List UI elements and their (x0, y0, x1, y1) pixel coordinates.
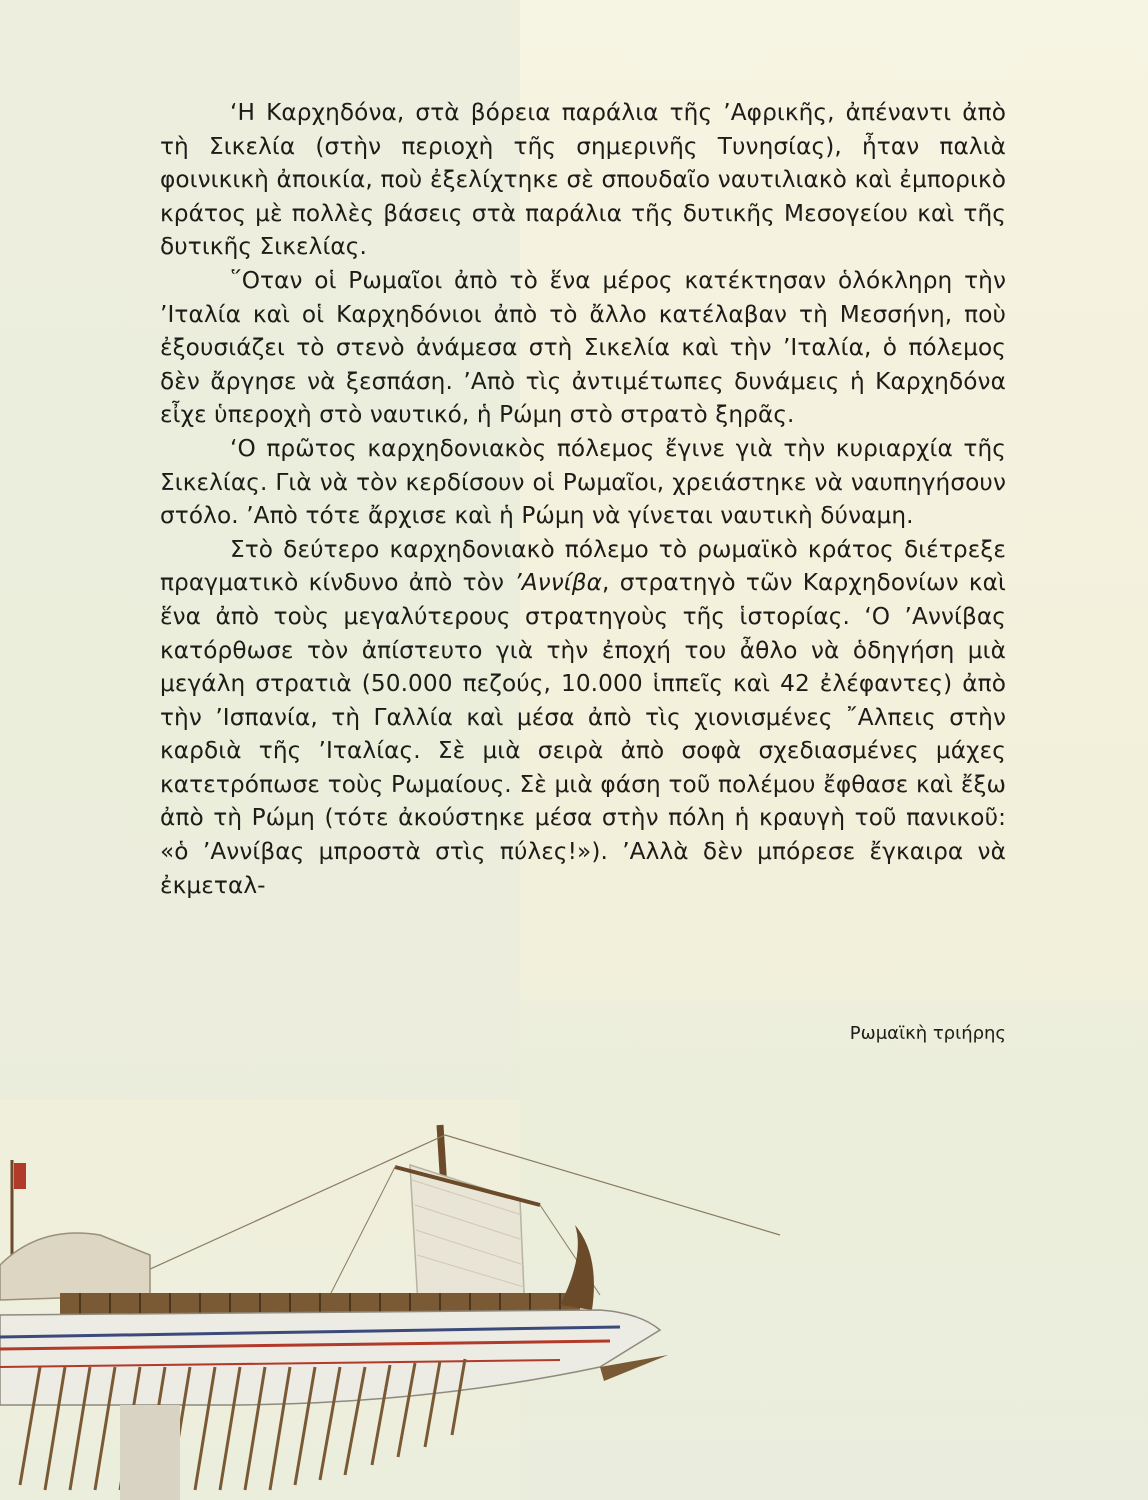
stern-canopy (0, 1233, 150, 1300)
ship-hull (0, 1310, 660, 1405)
roman-trireme-illustration (0, 1105, 800, 1500)
model-stand (120, 1405, 180, 1500)
hannibal-emphasis: ’Αννίβα (514, 569, 603, 597)
figure-caption: Ρωμαϊκὴ τριήρης (849, 1023, 1006, 1044)
bow-ornament (560, 1225, 594, 1310)
rigging-line (330, 1167, 395, 1295)
paragraph-text-after: , στρατηγὸ τῶν Καρχηδονίων καὶ ἕνα ἀπὸ τοὺς μεγαλύτερους στρατηγοὺς τῆς ἱστορίας. ‘Ο ’Αννίβας κατόρθωσε τὸν ἀπίστευτο γιὰ τὴν ἐποχή του ἆθλο νὰ ὁδηγήση μιὰ μεγάλη στρατιὰ (50.000 πεζούς, 10.000 ἱππεῖς καὶ 42 ἐλέφαντες) ἀπὸ τὴν ’Ισπανία, τὴ Γαλλία καὶ μέσα ἀπὸ τὶς χιονισμένες ῎Αλπεις στὴν καρδιὰ τῆς ’Ιταλίας. Σὲ μιὰ σειρὰ ἀπὸ σοφὰ σχεδιασμένες μάχες κατετρόπωσε τοὺς Ρωμαίους. Σὲ μιὰ φάση τοῦ πολέμου ἔφθασε καὶ ἔξω ἀπὸ τὴ Ρώμη (τότε ἀκούστηκε μέσα στὴν πόλη ἡ κραυγὴ τοῦ πανικοῦ: «ὁ ’Αννίβας μπροστὰ στὶς πύλες!»). ’Αλλὰ δὲν μπόρεσε ἔγκαιρα νὰ ἐκμεταλ- (160, 569, 1006, 899)
article-body (160, 96, 1006, 902)
paragraph-first-punic-war: ‘Ο πρῶτος καρχηδονιακὸς πόλεμος ἔγινε γιὰ τὴν κυριαρχία τῆς Σικελίας. Γιὰ νὰ τὸν κερδίσουν οἱ Ρωμαῖοι, χρειάστηκε νὰ ναυπηγήσουν στόλο. ’Απὸ τότε ἄρχισε καὶ ἡ Ρώμη νὰ γίνεται ναυτικὴ δύναμη. (160, 434, 1006, 530)
paragraph-second-punic-war (160, 533, 1006, 903)
paragraph-text-before: Στὸ δεύτερο καρχηδονιακὸ πόλεμο τὸ ρωμαϊκὸ κράτος διέτρεξε πραγματικὸ κίνδυνο ἀπὸ τὸν (160, 535, 1006, 597)
stern-flag (14, 1163, 26, 1189)
paragraph-war-outbreak: ῞Οταν οἱ Ρωμαῖοι ἀπὸ τὸ ἕνα μέρος κατέκτησαν ὁλόκληρη τὴν ’Ιταλία καὶ οἱ Καρχηδόνιοι ἀπὸ τὸ ἄλλο κατέλαβαν τὴ Μεσσήνη, ποὺ ἐξουσιάζει τὸ στενὸ ἀνάμεσα στὴ Σικελία καὶ τὴν ’Ιταλία, ὁ πόλεμος δὲν ἄργησε νὰ ξεσπάση. ’Απὸ τὶς ἀντιμέτωπες δυνάμεις ἡ Καρχηδόνα εἶχε ὑπεροχὴ στὸ ναυτικό, ἡ Ρώμη στὸ στρατὸ ξηρᾶς. (160, 266, 1006, 429)
paragraph-carthage: ‘Η Καρχηδόνα, στὰ βόρεια παράλια τῆς ’Αφρικῆς, ἀπέναντι ἀπὸ τὴ Σικελία (στὴν περιοχὴ τῆς σημερινῆς Τυνησίας), ἦταν παλιὰ φοινικικὴ ἀποικία, ποὺ ἐξελίχτηκε σὲ σπουδαῖο ναυτιλιακὸ καὶ ἐμπορικὸ κράτος μὲ πολλὲς βάσεις στὰ παράλια τῆς δυτικῆς Μεσογείου καὶ τῆς δυτικῆς Σικελίας. (160, 99, 1006, 261)
